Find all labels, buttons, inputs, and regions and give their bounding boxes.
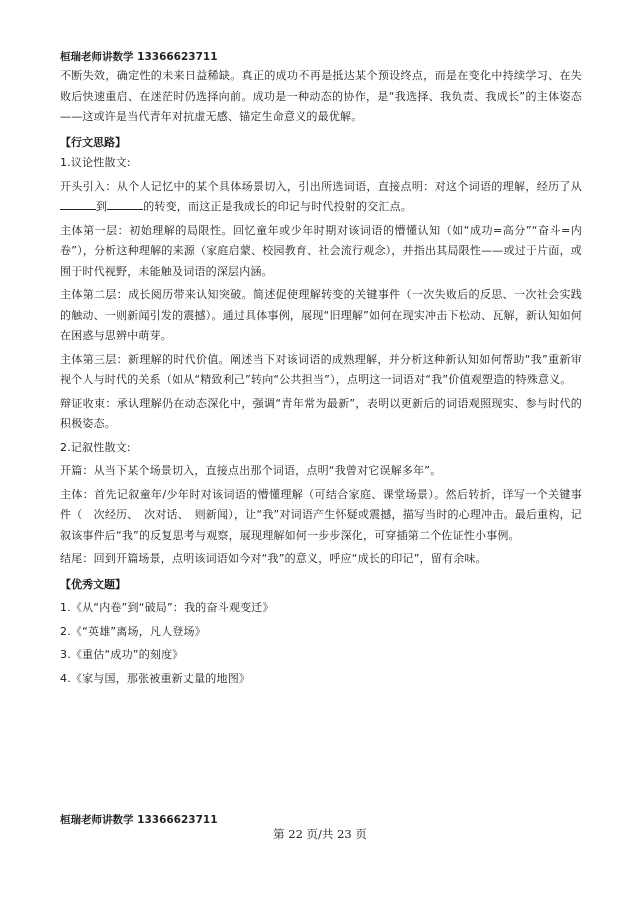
argument-subheading: 1.议论性散文: (60, 156, 131, 169)
fill-blank-2 (107, 198, 143, 210)
intro-paragraph: 不断失效，确定性的未来日益稀缺。真正的成功不再是抵达某个预设终点，而是在变化中持续学习、在失败后快速重启、在迷茫时仍选择向前。成功是一种动态的协作，是“我选择、我负责、我成长”的主体姿态——这或许是当代青年对抗虚无感、锚定生命意义的最优解。 (60, 69, 582, 123)
page-number: 第 22 页/共 23 页 (273, 827, 367, 841)
essay-title-4: 4.《家与国，那张被重新丈量的地图》 (60, 671, 251, 685)
essay-title-3: 3.《重估“成功”的刻度》 (60, 648, 184, 661)
page-footer: 桓瑞老师讲数学 13366623711 (60, 814, 218, 826)
essay-title-1: 1.《从“内卷”到“破局”：我的奋斗观变迁》 (60, 601, 274, 614)
narrative-ending: 结尾：回到开篇场景，点明该词语如今对“我”的意义，呼应“成长的印记”，留有余味。 (60, 552, 487, 565)
opening-paragraph (60, 177, 582, 218)
opening-text-post: 的转变，而这正是我成长的印记与时代投射的交汇点。 (143, 200, 413, 213)
narrative-opening: 开篇：从当下某个场景切入，直接点出那个词语，点明“我曾对它误解多年”。 (60, 464, 442, 477)
body-layer-2: 主体第二层：成长阅历带来认知突破。简述促使理解转变的关键事件（一次失败后的反思、一次社会实践的触动、一则新闻引发的震撼）。通过具体事例，展现“旧理解”如何在现实冲击下松动、瓦解，新认知如何在困惑与思辨中萌芽。 (60, 288, 582, 342)
narrative-body: 主体：首先记叙童年/少年时对该词语的懵懂理解（可结合家庭、课堂场景）。然后转折，详写一个关键事件（ 次经历、 次对话、 则新闻），让“我”对词语产生怀疑或震撼，描写当时的心理冲击。最后重构，记叙该事件后“我”的反复思考与观察，展现理解如何一步步深化，可穿插第二个佐证性小事例。 (60, 487, 582, 542)
page-header: 桓瑞老师讲数学 13366623711 (60, 51, 218, 63)
document-body (60, 66, 582, 689)
body-layer-3: 主体第三层：新理解的时代价值。阐述当下对该词语的成熟理解，并分析这种新认知如何帮助“我”重新审视个人与时代的关系（如从“精致利己”转向“公共担当”），点明这一词语对“我”价值观塑造的特殊意义。 (60, 352, 582, 386)
opening-text-pre: 开头引入：从个人记忆中的某个具体场景切入，引出所选词语，直接点明：对这个词语的理解，经历了从 (60, 179, 582, 193)
opening-text-mid: 到 (96, 200, 108, 213)
essay-title-2: 2.《“英雄”离场，凡人登场》 (60, 624, 206, 638)
fill-blank-1 (60, 198, 96, 210)
conclusion-paragraph: 辩证收束：承认理解仍在动态深化中，强调“青年常为最新”，表明以更新后的词语观照现实、参与时代的积极姿态。 (60, 396, 582, 430)
body-layer-1: 主体第一层：初始理解的局限性。回忆童年或少年时期对该词语的懵懂认知（如“成功=高分”“奋斗=内卷”），分析这种理解的来源（家庭启蒙、校园教育、社会流行观念），并指出其局限性——或过于片面，或囿于时代视野，未能触及词语的深层内涵。 (60, 223, 582, 278)
narrative-subheading: 2.记叙性散文: (60, 440, 131, 454)
section-heading-thinking: 【行文思路】 (60, 135, 126, 149)
section-heading-excellent: 【优秀文题】 (60, 577, 126, 591)
